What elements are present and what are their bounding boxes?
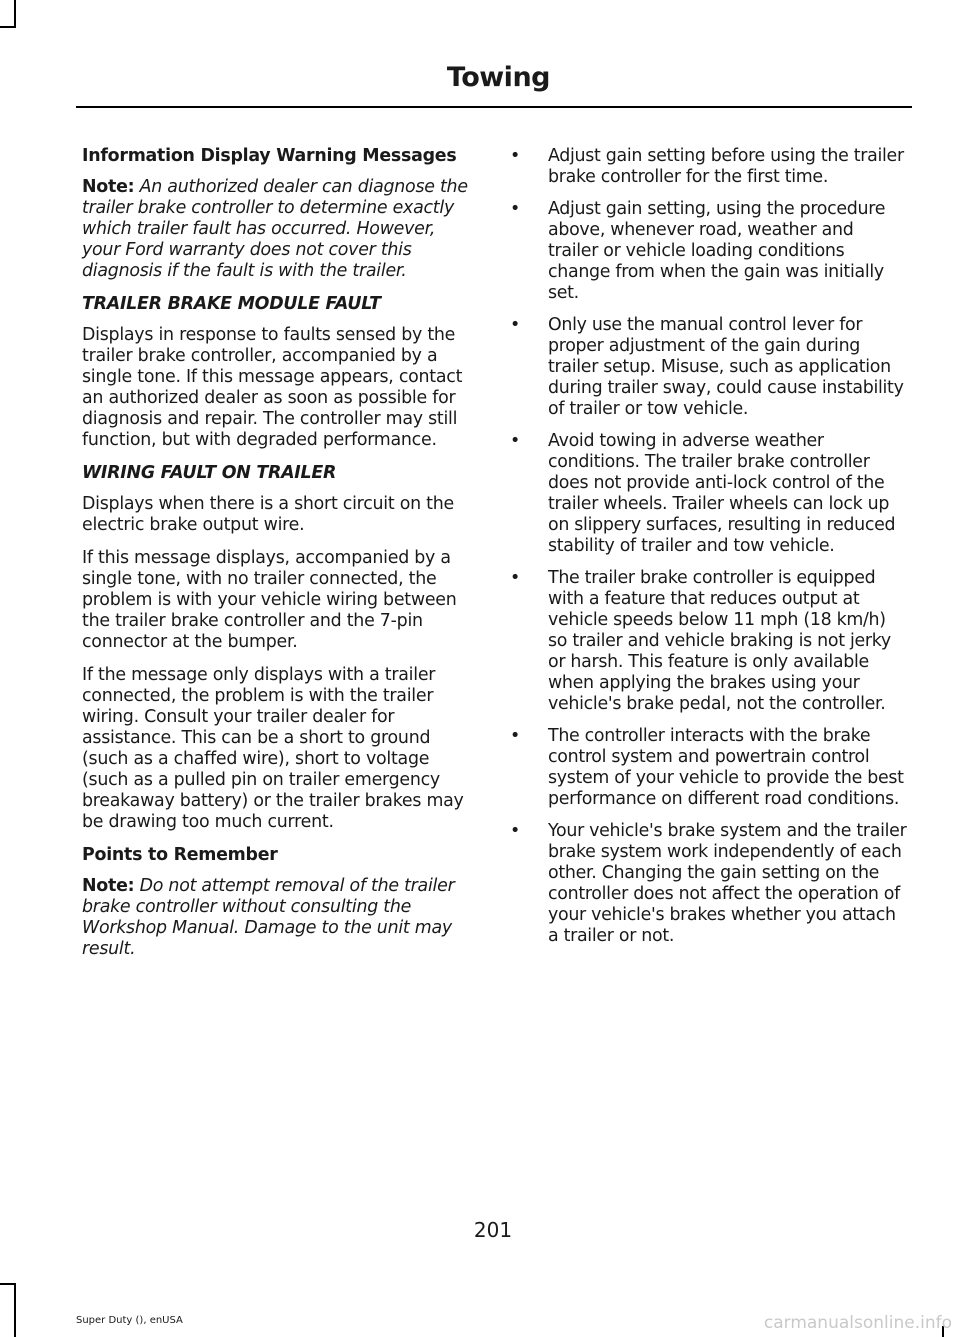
list-item-text: Adjust gain setting, using the procedure above, whenever road, weather and trailer or vehicle loading conditions change from when the gain was initially set. (548, 199, 886, 303)
left-column (82, 146, 478, 972)
crop-mark-top-left (14, 0, 16, 28)
bullet-icon: • (510, 431, 520, 451)
note-text: An authorized dealer can diagnose the trailer brake controller to determine exactly which trailer fault has occurred. However, your Ford warranty does not cover this diagnosis if the fault is with the trailer. (82, 177, 468, 281)
crop-mark-bottom-left-horizontal (0, 1283, 16, 1285)
crop-mark-top-left-horizontal (0, 26, 16, 28)
list-item (508, 568, 908, 715)
bullet-icon: • (510, 568, 520, 588)
list-item (508, 315, 908, 420)
bullet-list (508, 146, 908, 947)
wiring-fault-text-3: If the message only displays with a trailer connected, the problem is with the trailer wiring. Consult your trailer dealer for assistance. This can be a short to ground (such as a chaffed wire), short to voltage (such as a pulled pin on trailer emergency breakaway battery) or the trailer brakes may be drawing too much current. (82, 665, 464, 832)
module-fault-text: Displays in response to faults sensed by the trailer brake controller, accompanied by a single tone. If this message appears, contact an authorized dealer as soon as possible for diagnosis and repair. The controller may still function, but with degraded performance. (82, 325, 463, 450)
list-item (508, 726, 908, 810)
heading-warning-messages: Information Display Warning Messages (82, 146, 457, 166)
note-label: Note: (82, 876, 135, 896)
right-column (508, 146, 908, 958)
note-diagnosis (82, 177, 478, 282)
watermark: carmanualsonline.info (763, 1313, 952, 1333)
wiring-fault-text-2: If this message displays, accompanied by a single tone, with no trailer connected, the problem is with your vehicle wiring between the trailer brake controller and the 7-pin connector at the bumper. (82, 548, 457, 652)
list-item-text: The controller interacts with the brake control system and powertrain control system of your vehicle to provide the best performance on different road conditions. (548, 726, 904, 809)
bullet-icon: • (510, 821, 520, 841)
list-item-text: Only use the manual control lever for proper adjustment of the gain during trailer setup. Misuse, such as application during trailer sway, could cause instability of trailer or tow vehicle. (548, 315, 904, 419)
bullet-icon: • (510, 726, 520, 746)
list-item-text: The trailer brake controller is equipped with a feature that reduces output at vehicle speeds below 11 mph (18 km/h) so trailer and vehicle braking is not jerky or harsh. This feature is only available when applying the brakes using your vehicle's brake pedal, not the controller. (548, 568, 891, 714)
list-item (508, 431, 908, 557)
bullet-icon: • (510, 146, 520, 166)
section-title: Towing (446, 62, 550, 93)
heading-points-to-remember: Points to Remember (82, 845, 278, 865)
list-item-text: Your vehicle's brake system and the trailer brake system work independently of each other. Changing the gain setting on the controller does not affect the operation of your vehicle's brakes whether you attach a trailer or not. (548, 821, 907, 946)
wiring-fault-text-1: Displays when there is a short circuit on the electric brake output wire. (82, 494, 454, 535)
header-rule (76, 106, 912, 108)
heading-wiring-fault: WIRING FAULT ON TRAILER (82, 463, 337, 483)
crop-mark-bottom-left (14, 1283, 16, 1337)
list-item-text: Avoid towing in adverse weather conditions. The trailer brake controller does not provide anti-lock control of the trailer wheels. Trailer wheels can lock up on slippery surfaces, resulting in reduced stability of trailer and tow vehicle. (548, 431, 896, 556)
note-text: Do not attempt removal of the trailer brake controller without consulting the Workshop Manual. Damage to the unit may result. (82, 876, 455, 959)
list-item (508, 199, 908, 304)
list-item (508, 821, 908, 947)
heading-module-fault: TRAILER BRAKE MODULE FAULT (82, 294, 381, 314)
page-number: 201 (473, 1218, 513, 1242)
bullet-icon: • (510, 315, 520, 335)
bullet-icon: • (510, 199, 520, 219)
note-removal (82, 876, 478, 960)
list-item-text: Adjust gain setting before using the trailer brake controller for the first time. (548, 146, 904, 187)
edition-label: Super Duty (), enUSA (76, 1315, 183, 1326)
note-label: Note: (82, 177, 135, 197)
list-item (508, 146, 908, 188)
